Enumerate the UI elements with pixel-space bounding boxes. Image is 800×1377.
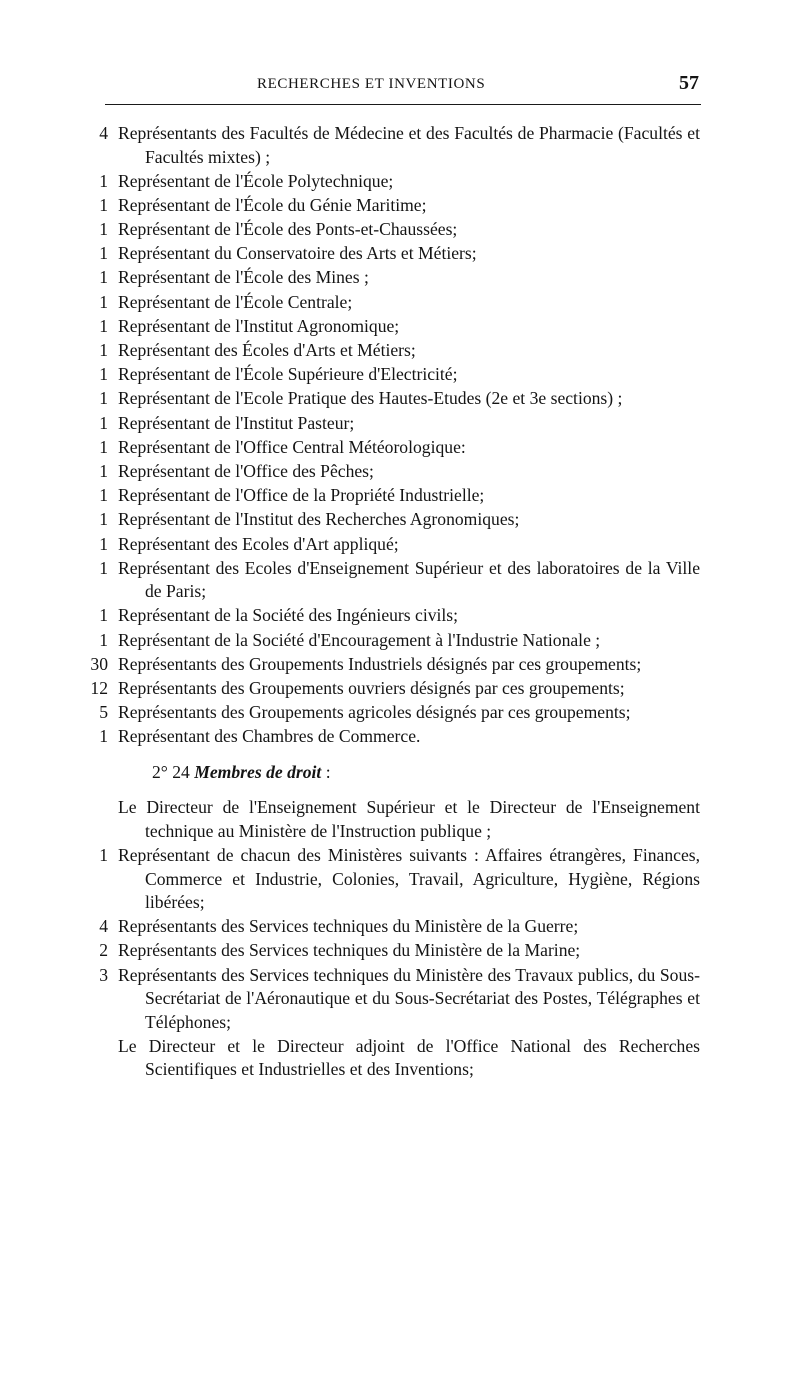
item-text: Représentant des Ecoles d'Enseignement Supérieur et des laboratoires de la Ville de Paris; (118, 557, 700, 602)
members-list (0, 122, 800, 749)
item-count: 1 (99, 485, 108, 506)
item-text: Représentant de l'Office des Pêches; (118, 460, 374, 481)
item-text: Représentant de l'Office de la Propriété Industrielle; (118, 485, 485, 506)
list-item (0, 266, 700, 290)
item-count: 1 (99, 460, 108, 481)
item-text: Représentant de l'Institut Agronomique; (118, 315, 400, 336)
item-text: Représentant de l'École Polytechnique; (118, 170, 394, 191)
list-item (0, 194, 700, 218)
item-text: Le Directeur et le Directeur adjoint de l'Office National des Recherches Scientifiques et Industrielles et des Inventions; (118, 1035, 700, 1080)
list-item (0, 484, 700, 508)
item-count: 1 (99, 243, 108, 264)
item-count: 4 (99, 123, 108, 143)
item-count: 3 (99, 964, 108, 985)
item-count: 12 (90, 677, 108, 698)
item-text: Représentants des Services techniques du Ministère des Travaux publics, du Sous-Secrétariat de l'Aéronautique et du Sous-Secrétariat des Postes, Télégraphes et Téléphones; (118, 964, 700, 1032)
item-count: 1 (99, 509, 108, 530)
item-count: 4 (99, 916, 108, 937)
list-item (0, 218, 700, 242)
list-item (0, 915, 700, 939)
section-heading-prefix: 2° 24 (152, 761, 190, 782)
item-text: Représentant de l'École Centrale; (118, 291, 353, 312)
item-count: 1 (99, 557, 108, 578)
item-text: Représentants des Groupements agricoles désignés par ces groupements; (118, 702, 631, 723)
item-text: Représentant de l'Institut Pasteur; (118, 412, 355, 433)
item-count: 30 (90, 653, 108, 674)
item-text: Représentant de l'Office Central Météorologique: (118, 436, 466, 457)
item-count: 1 (99, 170, 108, 191)
list-item (0, 939, 700, 963)
ex-officio-members-list (0, 796, 800, 1081)
list-item (0, 387, 700, 411)
list-item (0, 315, 700, 339)
item-text: Représentant de chacun des Ministères suivants : Affaires étrangères, Finances, Commerce et Industrie, Colonies, Travail, Agriculture, Hygiène, Régions libérées; (118, 845, 700, 912)
list-item (0, 436, 700, 460)
item-count: 1 (99, 340, 108, 360)
list-item (0, 701, 700, 725)
item-text: Représentant de l'École Supérieure d'Electricité; (118, 364, 458, 385)
item-count: 1 (99, 315, 108, 336)
item-text: Représentant de l'Ecole Pratique des Hautes-Etudes (2e et 3e sections) ; (118, 388, 623, 409)
list-item (0, 629, 700, 653)
page-header (105, 64, 701, 105)
page-number: 57 (679, 72, 699, 94)
list-item (0, 170, 700, 194)
item-count: 1 (99, 219, 108, 240)
item-text: Représentant des Écoles d'Arts et Métiers; (118, 340, 416, 360)
list-item (0, 122, 700, 169)
running-head: RECHERCHES ET INVENTIONS (257, 76, 486, 92)
item-text: Représentants des Facultés de Médecine et des Facultés de Pharmacie (Facultés et Facultés mixtes) ; (118, 123, 700, 167)
list-item (0, 339, 700, 363)
item-text: Représentants des Groupements ouvriers désignés par ces groupements; (118, 677, 625, 698)
section-heading (0, 761, 800, 785)
list-item (0, 460, 700, 484)
item-count: 1 (99, 364, 108, 385)
item-text: Représentant de la Société d'Encouragement à l'Industrie Nationale ; (118, 629, 601, 650)
item-text: Représentants des Services techniques du Ministère de la Guerre; (118, 916, 579, 937)
item-count: 1 (99, 194, 108, 215)
list-item (0, 242, 700, 266)
list-item (0, 1035, 700, 1082)
item-text: Représentant des Chambres de Commerce. (118, 726, 421, 747)
list-item (0, 725, 700, 749)
item-count: 1 (99, 605, 108, 626)
item-count: 1 (99, 412, 108, 433)
list-item (0, 291, 700, 315)
list-item (0, 533, 700, 557)
list-item (0, 796, 700, 843)
list-item (0, 604, 700, 628)
item-count: 1 (99, 388, 108, 409)
section-heading-suffix: : (321, 761, 331, 782)
list-item (0, 844, 700, 915)
item-count: 5 (99, 702, 108, 723)
item-count: 1 (99, 436, 108, 457)
list-item (0, 363, 700, 387)
item-count: 1 (99, 533, 108, 554)
item-count: 1 (99, 291, 108, 312)
list-item (0, 557, 700, 604)
list-item (0, 412, 700, 436)
item-count: 1 (99, 629, 108, 650)
item-count: 1 (99, 845, 108, 865)
list-item (0, 964, 700, 1035)
item-text: Représentant de l'Institut des Recherches Agronomiques; (118, 509, 520, 530)
list-item (0, 677, 700, 701)
item-count: 2 (99, 940, 108, 961)
item-text: Représentant de l'École des Ponts-et-Chaussées; (118, 219, 458, 240)
item-text: Représentant des Ecoles d'Art appliqué; (118, 533, 399, 554)
item-text: Représentants des Services techniques du Ministère de la Marine; (118, 940, 581, 961)
list-item (0, 508, 700, 532)
item-count: 1 (99, 267, 108, 288)
list-item (0, 653, 700, 677)
item-count: 1 (99, 726, 108, 747)
item-text: Représentant du Conservatoire des Arts et Métiers; (118, 243, 477, 264)
section-heading-label: Membres de droit (194, 761, 322, 782)
item-text: Le Directeur de l'Enseignement Supérieur et le Directeur de l'Enseignement technique au Ministère de l'Instruction publique ; (118, 797, 700, 841)
page-body (0, 122, 800, 1082)
item-text: Représentant de la Société des Ingénieurs civils; (118, 605, 459, 626)
item-text: Représentant de l'École des Mines ; (118, 267, 369, 288)
item-text: Représentant de l'École du Génie Maritime; (118, 194, 427, 215)
item-text: Représentants des Groupements Industriels désignés par ces groupements; (118, 653, 642, 674)
